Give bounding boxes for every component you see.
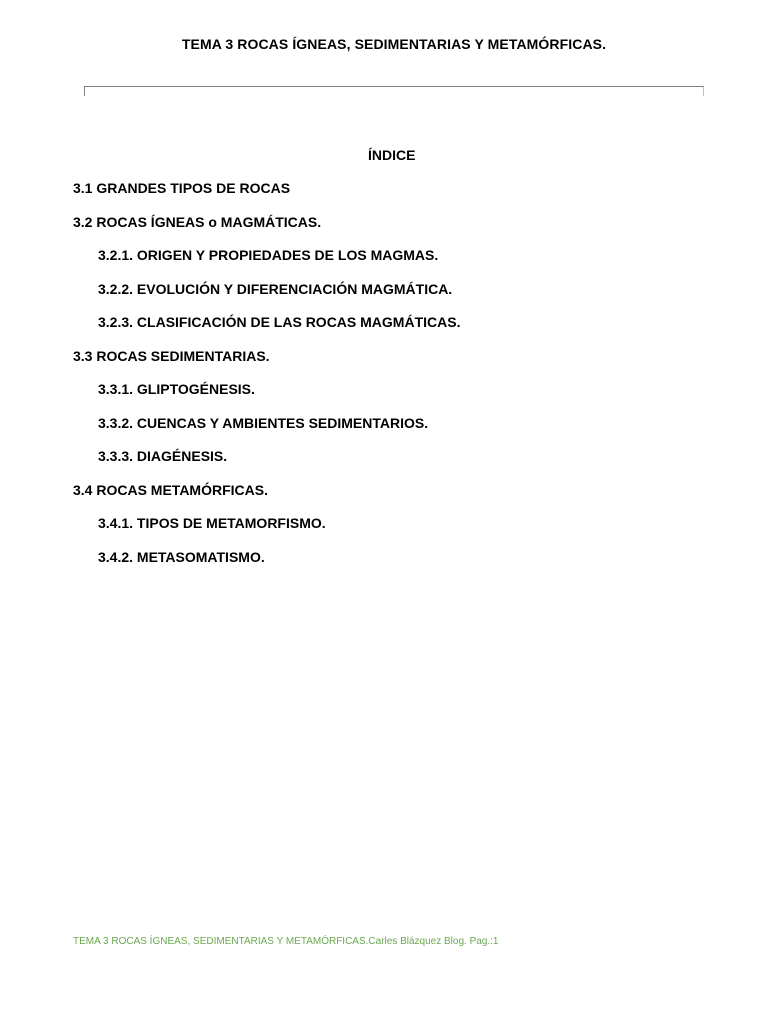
toc-subentry[interactable]: 3.2.3. CLASIFICACIÓN DE LAS ROCAS MAGMÁTICAS. bbox=[98, 314, 461, 330]
toc-entry[interactable]: 3.4 ROCAS METAMÓRFICAS. bbox=[73, 481, 268, 498]
toc-entry[interactable]: 3.1 GRANDES TIPOS DE ROCAS bbox=[73, 180, 291, 196]
toc-entry[interactable]: 3.2 ROCAS ÍGNEAS o MAGMÁTICAS. bbox=[73, 213, 322, 230]
toc-subentry[interactable]: 3.2.1. ORIGEN Y PROPIEDADES DE LOS MAGMAS. bbox=[98, 247, 439, 263]
document-title: TEMA 3 ROCAS ÍGNEAS, SEDIMENTARIAS Y METAMÓRFICAS. bbox=[181, 36, 607, 52]
toc-subentry[interactable]: 3.3.3. DIAGÉNESIS. bbox=[98, 448, 228, 464]
table-of-contents bbox=[0, 180, 768, 582]
toc-subentry[interactable]: 3.3.2. CUENCAS Y AMBIENTES SEDIMENTARIOS. bbox=[98, 414, 429, 431]
toc-subentry[interactable]: 3.4.2. METASOMATISMO. bbox=[98, 548, 265, 565]
header-frame bbox=[84, 86, 704, 96]
toc-subentry[interactable]: 3.3.1. GLIPTOGÉNESIS. bbox=[98, 381, 255, 397]
toc-entry[interactable]: 3.3 ROCAS SEDIMENTARIAS. bbox=[73, 347, 270, 364]
toc-subentry[interactable]: 3.4.1. TIPOS DE METAMORFISMO. bbox=[98, 515, 326, 531]
index-heading: ÍNDICE bbox=[368, 147, 416, 163]
page-footer: TEMA 3 ROCAS ÍGNEAS, SEDIMENTARIAS Y METAMÓRFICAS.Carles Blázquez Blog. Pag.:1 bbox=[73, 936, 499, 947]
toc-subentry[interactable]: 3.2.2. EVOLUCIÓN Y DIFERENCIACIÓN MAGMÁTICA. bbox=[98, 280, 453, 297]
